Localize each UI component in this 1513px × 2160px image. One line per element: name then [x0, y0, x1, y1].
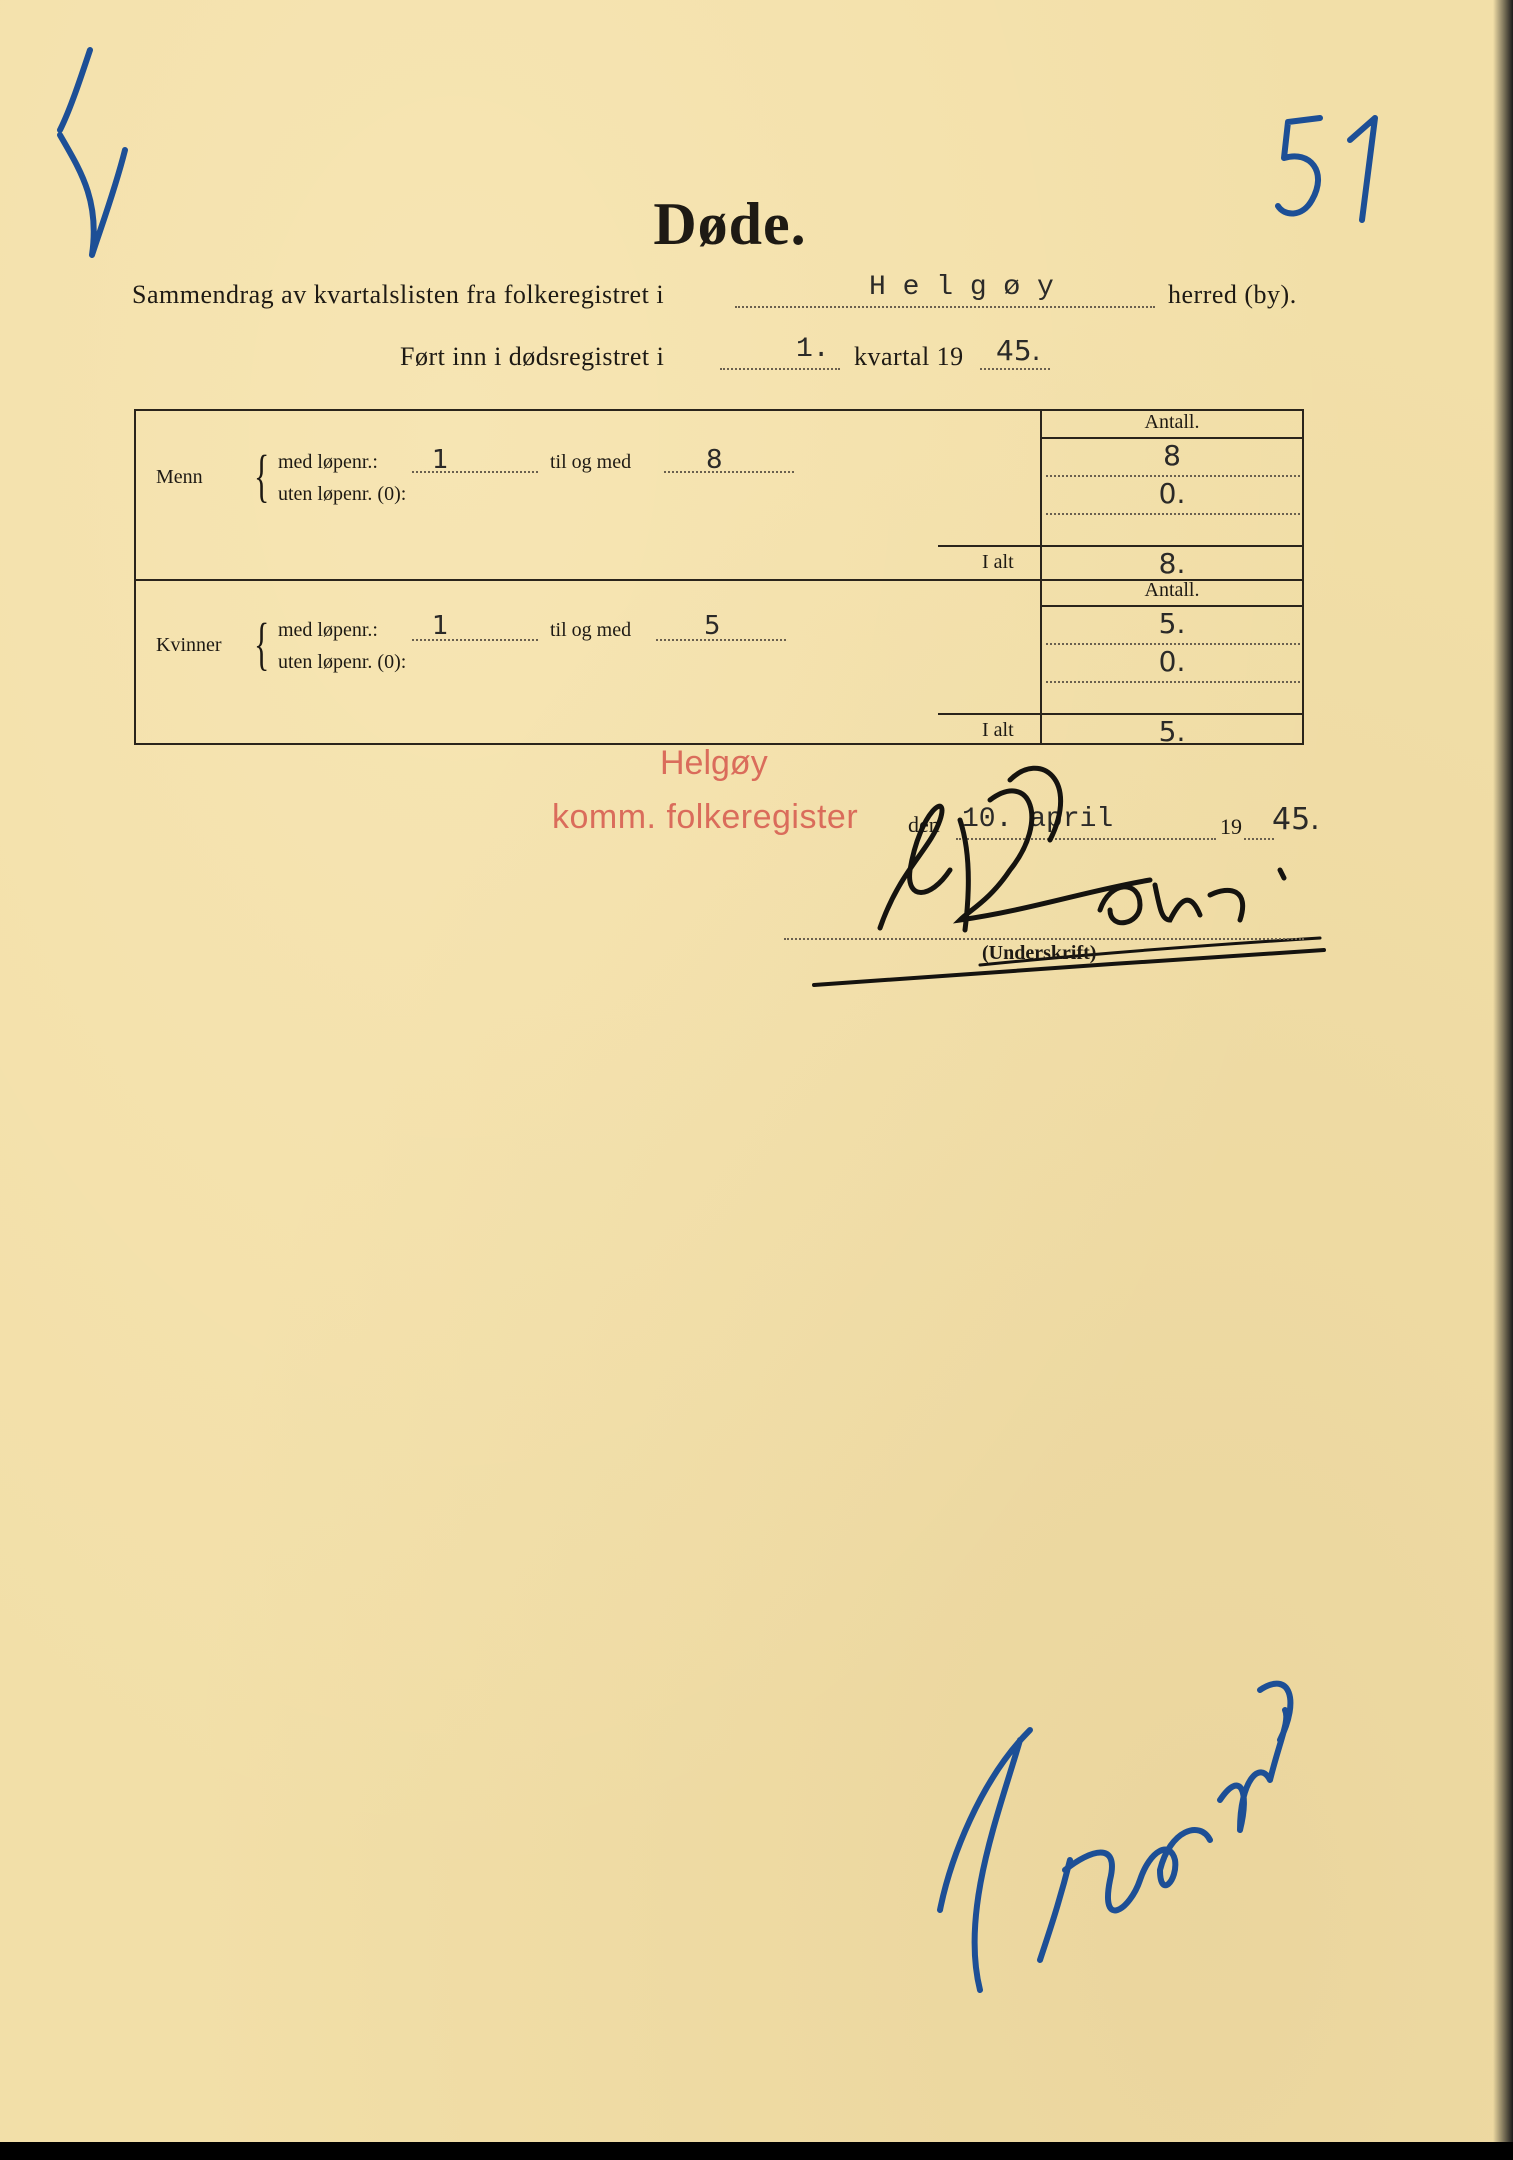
women-count-header: Antall. [1144, 579, 1200, 601]
men-without-number-label: uten løpenr. (0): [278, 483, 407, 505]
women-count-without: 0. [1158, 645, 1186, 678]
women-total-label-rule [938, 713, 1040, 715]
men-with-number-label: med løpenr.: [278, 451, 378, 473]
municipality-value: H e l g ø y [869, 272, 1054, 303]
summary-suffix: herred (by). [1168, 280, 1297, 309]
men-brace: { [254, 443, 270, 508]
women-to-value: 5 [704, 611, 721, 641]
stamp-line-1: Helgøy [660, 744, 768, 782]
death-summary-table [134, 409, 1304, 748]
men-to-field [664, 471, 794, 473]
women-to-label: til og med [550, 619, 632, 641]
year-field [980, 334, 1050, 370]
date-century: 19 [1220, 814, 1242, 839]
women-brace: { [254, 611, 270, 676]
men-to-value: 8 [706, 445, 723, 475]
men-label: Menn [156, 466, 203, 488]
date-den-label: den [908, 812, 940, 837]
women-with-number-label: med løpenr.: [278, 619, 378, 641]
men-count-without: 0. [1158, 477, 1186, 510]
women-without-number-label: uten løpenr. (0): [278, 651, 407, 673]
women-total-label: I alt [982, 719, 1014, 741]
quarter-value: 1. [796, 334, 830, 365]
entry-prefix: Ført inn i dødsregistret i [400, 342, 665, 371]
handwritten-troms [920, 1630, 1300, 2010]
women-from-value: 1 [432, 611, 449, 641]
women-from-field [412, 639, 538, 641]
summary-line [132, 280, 664, 310]
signature-line [784, 938, 1304, 940]
entry-middle: kvartal 19 [854, 342, 964, 371]
scan-edge-shadow [1493, 0, 1513, 2142]
signature-caption: (Underskrift) [982, 942, 1097, 964]
page-title: Døde. [653, 191, 807, 257]
men-count-header: Antall. [1144, 411, 1200, 433]
men-total-value: 8. [1158, 547, 1186, 580]
men-from-field [412, 471, 538, 473]
summary-prefix: Sammendrag av kvartalslisten fra folkeregistret i [132, 280, 665, 309]
men-count-with: 8 [1163, 439, 1181, 472]
year-value: 45. [996, 334, 1041, 367]
women-label: Kvinner [156, 634, 222, 656]
women-count-without-rule [1046, 681, 1300, 683]
quarter-field [720, 334, 840, 370]
date-year-value: 45. [1272, 802, 1320, 837]
men-total-label-rule [938, 545, 1040, 547]
men-count-without-rule [1046, 513, 1300, 515]
municipality-field [735, 272, 1155, 308]
women-to-field [656, 639, 786, 641]
men-from-value: 1 [432, 445, 449, 475]
men-to-label: til og med [550, 451, 632, 473]
women-count-with: 5. [1158, 607, 1186, 640]
stamp-line-2: komm. folkeregister [552, 798, 859, 836]
women-total-value: 5. [1158, 715, 1186, 748]
date-value: 10. april [962, 804, 1114, 835]
men-total-label: I alt [982, 551, 1014, 573]
